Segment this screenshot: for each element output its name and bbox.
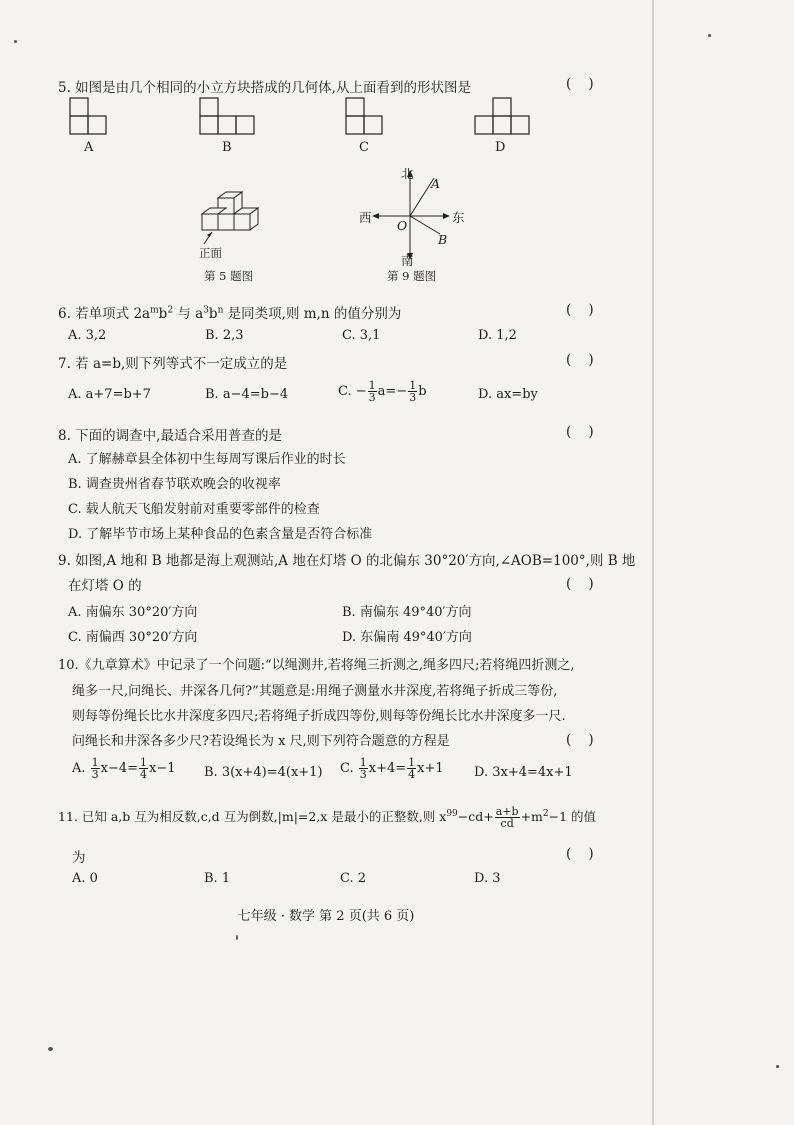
q8-option-a: A. 了解赫章县全体初中生每周写课后作业的时长 [68,452,346,467]
q5-option-a-label: A [84,140,94,155]
q10-stem-line3: 则每等份绳长比水井深度多四尺;若将绳子折成四等份,则每等份绳长比水井深度多一尺. [72,709,566,724]
q8-option-c: C. 载人航天飞船发射前对重要零部件的检查 [68,502,320,517]
q6-answer-paren: ( ) [566,302,594,318]
q6-option-a: A. 3,2 [68,328,107,343]
q6-option-c: C. 3,1 [342,328,381,343]
q11-stem-line2: 为 [72,850,86,866]
q9-point-b-label: B [438,232,448,247]
q10-stem-line2: 绳多一尺,问绳长、井深各几何?”其题意是:用绳子测量水井深度,若将绳子折成三等份, [72,684,558,699]
q9-west-label: 西 [359,210,372,225]
q9-stem-line2: 在灯塔 O 的 [68,578,142,594]
q7-option-a: A. a+7=b+7 [68,387,151,402]
q6-option-d: D. 1,2 [478,328,517,343]
q9-figure-caption: 第 9 题图 [387,269,437,283]
q11-option-a: A. 0 [72,871,98,886]
q9-south-label: 南 [401,253,414,268]
q10-option-b: B. 3(x+4)=4(x+1) [204,765,323,780]
q8-stem: 8. 下面的调查中,最适合采用普查的是 [58,428,282,444]
q10-stem-line1: 10.《九章算术》中记录了一个问题:“以绳测井,若将绳三折测之,绳多四尺;若将绳四折测之, [58,658,575,673]
q9-option-d: D. 东偏南 49°40′方向 [342,630,472,645]
q6-option-b: B. 2,3 [205,328,244,343]
q5-front-label: 正面 [199,246,222,260]
q9-point-o-label: O [397,218,408,233]
q9-option-c: C. 南偏西 30°20′方向 [68,630,198,645]
option-c-figure [346,98,382,134]
option-b-figure [200,98,254,134]
q9-option-b: B. 南偏东 49°40′方向 [342,605,472,620]
page-fold-line [652,0,654,1125]
scan-speck [776,1065,779,1068]
q11-option-c: C. 2 [340,871,367,886]
q11-option-b: B. 1 [204,871,231,886]
scan-speck [708,34,711,37]
q10-option-d: D. 3x+4=4x+1 [474,765,573,780]
q7-stem: 7. 若 a=b,则下列等式不一定成立的是 [58,356,288,372]
q7-option-d: D. ax=by [478,387,538,402]
q5-figure-caption: 第 5 题图 [204,269,254,283]
page-footer: 七年级 · 数学 第 2 页(共 6 页) [237,909,415,924]
q10-stem-line4: 问绳长和井深各多少尺?若设绳长为 x 尺,则下列符合题意的方程是 [72,734,450,749]
q6-stem: 6. 若单项式 $2a^mb^2$ 与 $a^3b^n$ 是同类项,则 m,n 的值分别为 [58,305,402,322]
q11-stem-line1: 11. 已知 a,b 互为相反数,c,d 互为倒数,|m|=2,x 是最小的正整数,则 $x^{99}-cd+$ $\frac{a+b}{cd}$ $+m^2-1$ 的值 [58,805,597,830]
option-d-figure [475,98,529,134]
q11-answer-paren: ( ) [566,846,594,862]
q10-option-a: A. $\frac{1}{3}$ x−4= $\frac{1}{4}$ x−1 [72,756,176,781]
q9-answer-paren: ( ) [566,576,594,592]
q9-option-a: A. 南偏东 30°20′方向 [68,605,198,620]
q11-option-d: D. 3 [474,871,501,886]
q8-answer-paren: ( ) [566,424,594,440]
q5-option-c-label: C [359,140,369,155]
q5-option-d-label: D [495,140,506,155]
q9-north-label: 北 [401,166,414,181]
q9-stem-line1: 9. 如图,A 地和 B 地都是海上观测站,A 地在灯塔 O 的北偏东 30°20′方向,∠AOB=100°,则 B 地 [58,553,636,569]
q10-option-c: C. $\frac{1}{3}$ x+4= $\frac{1}{4}$ x+1 [340,756,444,781]
scan-speck [236,935,238,940]
q5-stem: 5. 如图是由几个相同的小立方块搭成的几何体,从上面看到的形状图是 [58,80,471,96]
scan-speck [48,1047,53,1051]
q9-east-label: 东 [452,210,465,225]
q8-option-b: B. 调查贵州省春节联欢晚会的收视率 [68,477,281,492]
q7-answer-paren: ( ) [566,352,594,368]
q7-option-c: C. − $\frac{1}{3}$ a=− $\frac{1}{3}$ b [338,379,427,404]
q5-answer-paren: ( ) [566,76,594,92]
q9-point-a-label: A [431,176,441,191]
option-a-figure [70,98,106,134]
q5-option-b-label: B [222,140,232,155]
q8-option-d: D. 了解毕节市场上某种食品的色素含量是否符合标准 [68,527,373,542]
q5-option-figures [0,90,560,140]
scan-speck [14,40,17,43]
q10-answer-paren: ( ) [566,732,594,748]
q7-option-b: B. a−4=b−4 [205,387,289,402]
